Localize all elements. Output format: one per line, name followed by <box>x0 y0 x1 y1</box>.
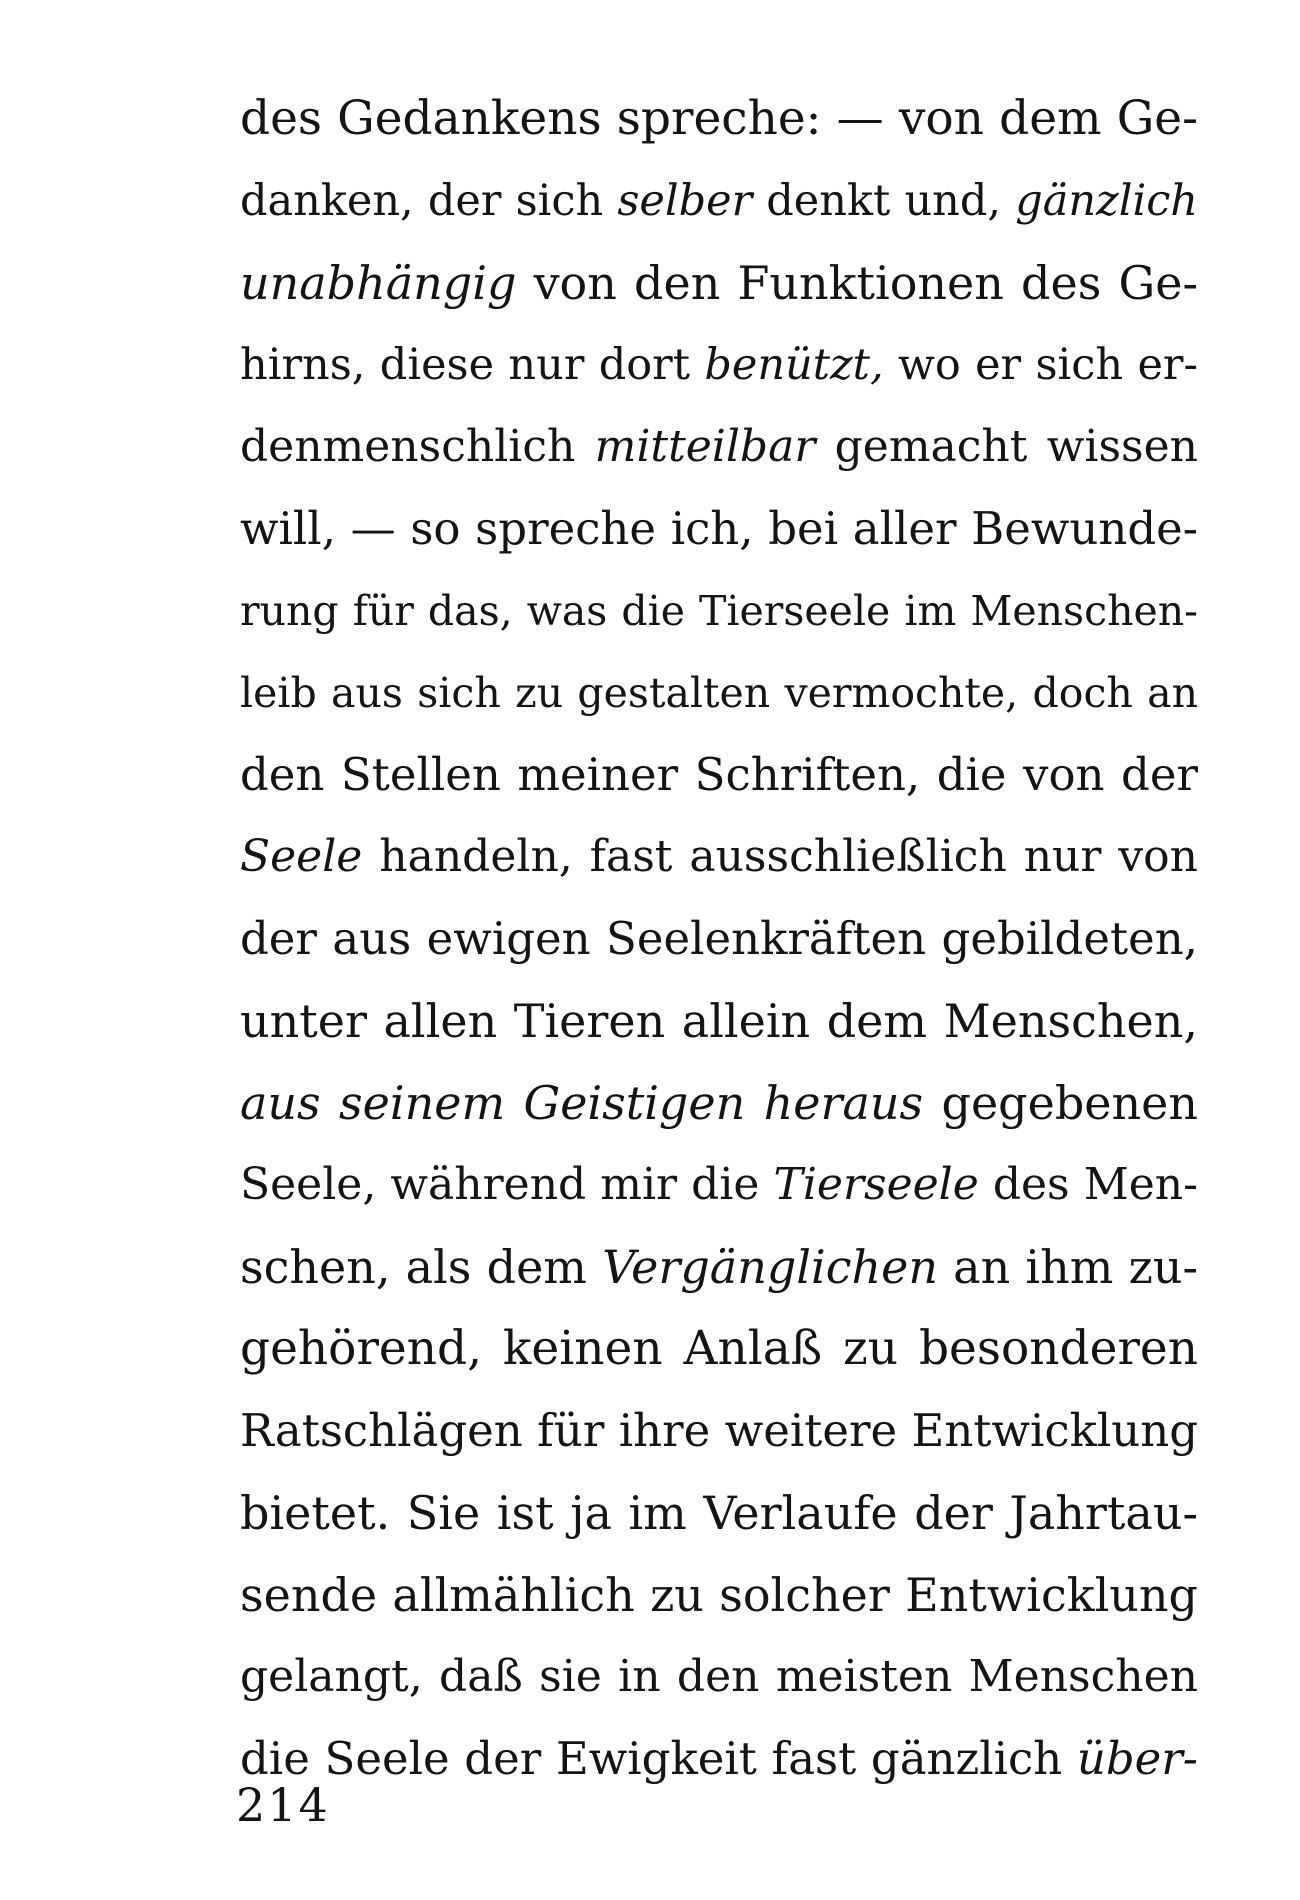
italic-text-segment: mitteilbar <box>594 421 816 472</box>
text-line <box>240 898 1198 980</box>
text-segment: gegebenen <box>923 1076 1198 1130</box>
text-line <box>240 1718 1198 1800</box>
text-line <box>240 78 1198 160</box>
text-segment: Seele, während mir die <box>240 1159 774 1210</box>
italic-text-segment: Tierseele <box>773 1159 979 1210</box>
text-segment: gelangt, daß sie in den meisten Menschen <box>240 1651 1198 1702</box>
text-segment: unter allen Tieren allein dem Menschen, <box>240 994 1198 1048</box>
text-line <box>240 324 1198 406</box>
text-segment: gehörend, keinen Anlaß zu besonderen <box>240 1321 1198 1376</box>
italic-text-segment: unabhängig <box>240 256 517 310</box>
text-segment: sende allmählich zu solcher Entwicklung <box>240 1568 1198 1622</box>
text-segment: des Men- <box>978 1159 1198 1210</box>
text-segment: handeln, fast ausschließlich nur von <box>362 831 1198 882</box>
text-line <box>240 816 1198 898</box>
italic-text-segment: über- <box>1076 1732 1198 1785</box>
text-line <box>240 242 1198 324</box>
text-line <box>240 406 1198 488</box>
text-segment: bietet. Sie ist ja im Verlaufe der Jahrtau- <box>240 1486 1198 1540</box>
text-segment: hirns, diese nur dort <box>240 340 705 390</box>
text-line <box>240 570 1198 652</box>
text-segment: wo er sich er- <box>883 340 1198 390</box>
text-line <box>240 160 1198 242</box>
text-line <box>240 1472 1198 1554</box>
text-line <box>240 1226 1198 1308</box>
text-line <box>240 980 1198 1062</box>
text-line <box>240 1554 1198 1636</box>
text-segment: will, — so spreche ich, bei aller Bewunde- <box>240 502 1198 555</box>
text-segment: denmenschlich <box>240 421 595 472</box>
text-segment: von den Funktionen des Ge- <box>516 256 1198 310</box>
text-segment: den Stellen meiner Schriften, die von der <box>240 748 1198 801</box>
page-number: 214 <box>236 1778 330 1832</box>
body-text <box>240 78 1198 1800</box>
text-segment: gemacht wissen <box>815 421 1198 472</box>
italic-text-segment: Vergänglichen <box>602 1240 938 1294</box>
text-segment: Ratschlägen für ihre weitere Entwicklung <box>240 1404 1198 1457</box>
text-segment: des Gedankens spreche: — von dem Ge- <box>240 91 1198 146</box>
text-line <box>240 734 1198 816</box>
italic-text-segment: gänzlich <box>1015 176 1198 226</box>
text-line <box>240 1636 1198 1718</box>
text-segment: der aus ewigen Seelenkräften gebildeten, <box>240 912 1198 965</box>
text-segment: leib aus sich zu gestalten vermochte, doch an <box>240 669 1198 717</box>
italic-text-segment: benützt, <box>704 340 884 390</box>
italic-text-segment: Seele <box>240 831 363 882</box>
italic-text-segment: aus seinem Geistigen heraus <box>240 1076 924 1130</box>
text-segment: denkt und, <box>752 176 1016 226</box>
text-line <box>240 1062 1198 1144</box>
text-line <box>240 1144 1198 1226</box>
text-segment: rung für das, was die Tierseele im Menschen- <box>240 587 1198 635</box>
text-line <box>240 488 1198 570</box>
text-line <box>240 652 1198 734</box>
text-line <box>240 1308 1198 1390</box>
text-segment: danken, der sich <box>240 176 618 226</box>
text-segment: die Seele der Ewigkeit fast gänzlich <box>240 1732 1077 1785</box>
text-segment: an ihm zu- <box>937 1240 1198 1294</box>
text-line <box>240 1390 1198 1472</box>
italic-text-segment: selber <box>617 176 753 226</box>
text-segment: schen, als dem <box>240 1240 603 1294</box>
